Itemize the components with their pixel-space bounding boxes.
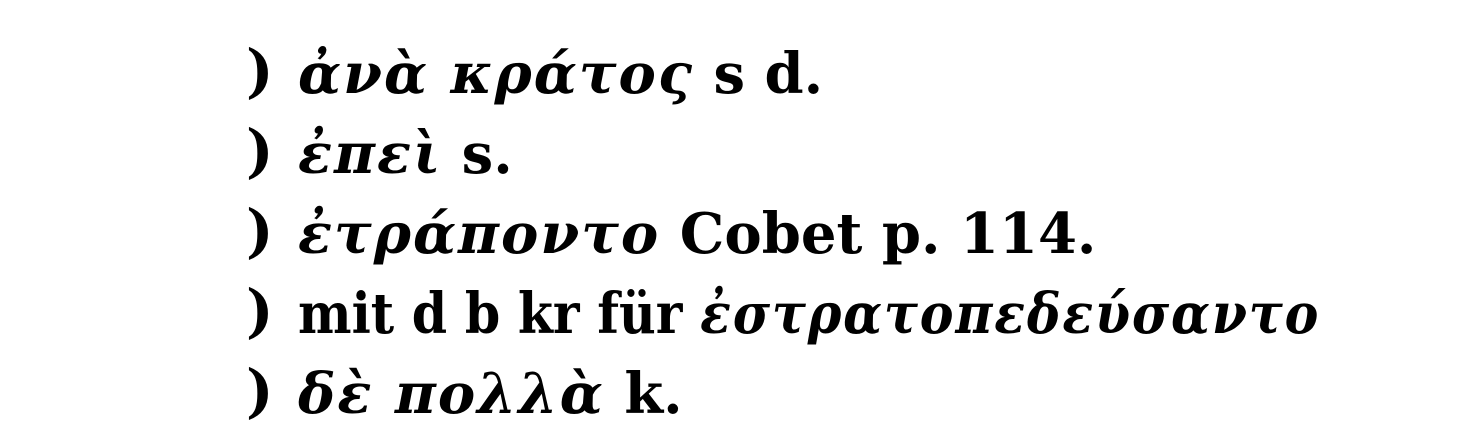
- footnote-paren: ): [246, 197, 274, 265]
- footnote-text: [298, 201, 1097, 267]
- greek-text: ἐπεὶ: [298, 121, 443, 187]
- footnote-text: [298, 41, 824, 107]
- footnote-text: [298, 281, 1321, 347]
- footnote-paren: ): [246, 37, 274, 105]
- greek-text: δὲ πολλὰ: [298, 361, 605, 427]
- footnote-text: [298, 121, 513, 187]
- greek-text: ἀνὰ κράτος: [298, 41, 694, 107]
- footnote-text: [298, 361, 683, 427]
- footnote-paren: ): [246, 117, 274, 185]
- footnote-paren: ): [246, 357, 274, 425]
- latin-text: s.: [442, 121, 513, 187]
- footnote-paren: ): [246, 277, 274, 345]
- latin-text: Cobet p. 114.: [660, 201, 1097, 267]
- latin-text: mit d b kr für: [298, 281, 701, 347]
- latin-text: s d.: [693, 41, 824, 107]
- greek-text: ἐστρατοπεδεύσαντο: [700, 281, 1321, 347]
- latin-text: k.: [604, 361, 683, 427]
- greek-text: ἐτράποντο: [298, 201, 661, 267]
